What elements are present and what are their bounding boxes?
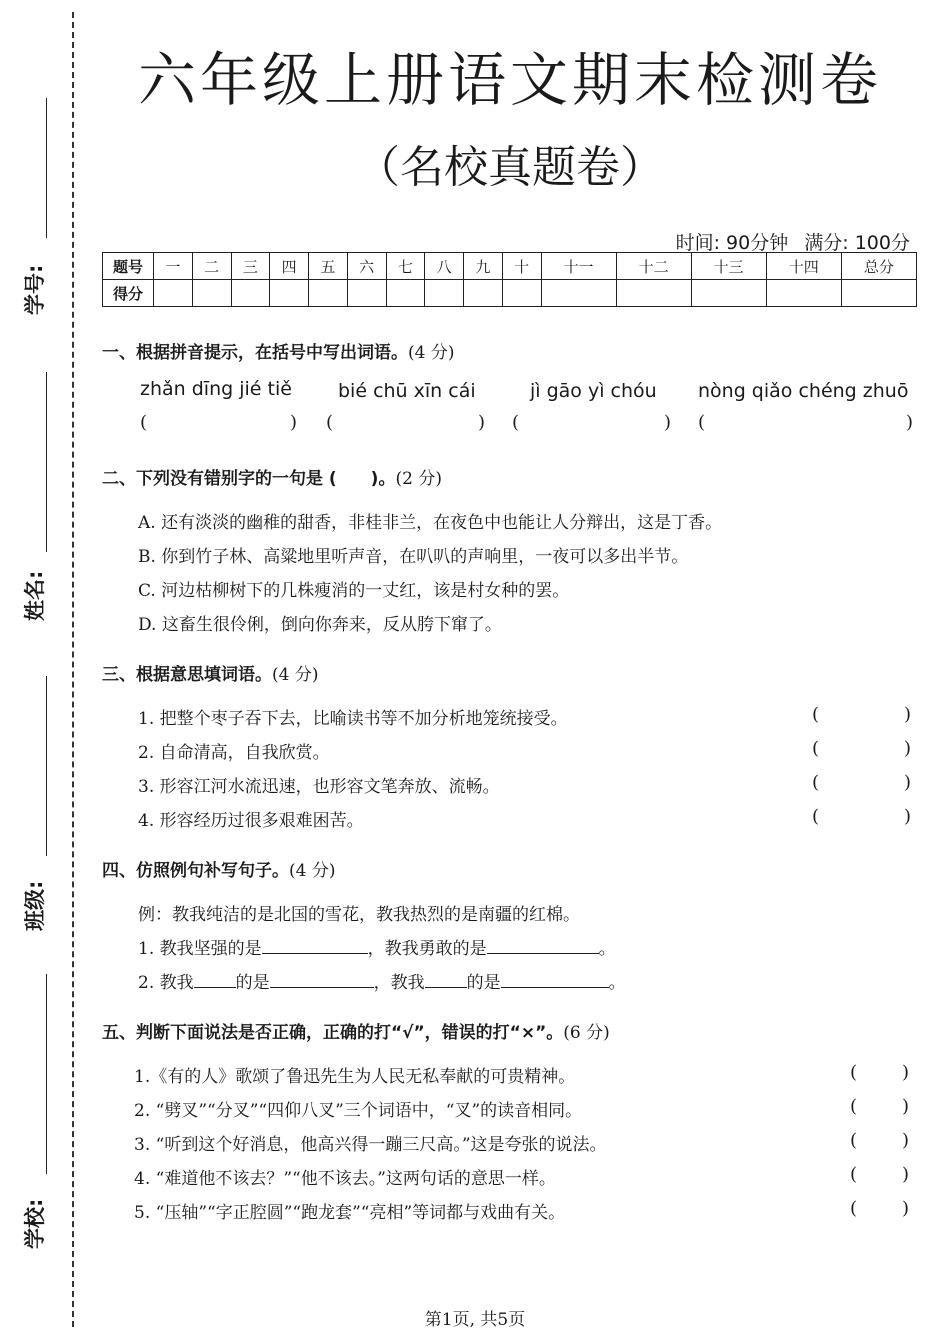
- judge-item-5: 5. “压轴”“字正腔圆”“跑龙套”“亮相”等词都与戏曲有关。: [134, 1203, 566, 1223]
- student-no-label: 学号:: [23, 264, 47, 315]
- answer-close-paren: ): [902, 1096, 910, 1117]
- answer-close-paren: ): [904, 772, 912, 793]
- score-col-label: 十四: [766, 253, 841, 280]
- score-col-label: 十三: [691, 253, 766, 280]
- section1-title: [102, 338, 454, 363]
- score-cell[interactable]: [541, 280, 616, 307]
- option-b: B. 你到竹子林、高粱地里听声音，在叭叭的声响里，一夜可以多出半节。: [138, 547, 689, 567]
- score-col-label: 十: [502, 253, 541, 280]
- score-cell[interactable]: [502, 280, 541, 307]
- imitation-1-part: 。: [598, 939, 616, 959]
- imitation-2-part: 2. 教我: [138, 973, 194, 993]
- exam-title: 六年级上册语文期末检测卷: [137, 46, 882, 114]
- section4-title: [102, 856, 335, 881]
- answer-open-paren: (: [812, 806, 820, 827]
- meaning-item-2: 2. 自命清高，自我欣赏。: [138, 743, 330, 763]
- score-cell[interactable]: [347, 280, 386, 307]
- example-sentence: 例：教我纯洁的是北国的雪花，教我热烈的是南疆的红棉。: [138, 905, 580, 925]
- answer-open-paren: (: [812, 772, 820, 793]
- imitation-2-part: ，教我: [373, 973, 425, 993]
- answer-open-paren: (: [812, 704, 820, 725]
- section1-title-text: 一、根据拼音提示，在括号中写出词语。: [102, 343, 408, 363]
- score-col-label: 十二: [616, 253, 691, 280]
- fill-blank[interactable]: [262, 937, 368, 954]
- section5-title-text: 五、判断下面说法是否正确，正确的打“√”，错误的打“×”。: [102, 1023, 564, 1043]
- fill-blank[interactable]: [425, 971, 467, 988]
- score-cell[interactable]: [616, 280, 691, 307]
- score-cell[interactable]: [464, 280, 503, 307]
- exam-meta: [666, 228, 910, 255]
- section4-title-text: 四、仿照例句补写句子。: [102, 861, 289, 881]
- score-col-label: 十一: [541, 253, 616, 280]
- judge-item-1: 1.《有的人》歌颂了鲁迅先生为人民无私奉献的可贵精神。: [134, 1067, 576, 1087]
- imitation-1-part: 1. 教我坚强的是: [138, 939, 262, 959]
- section3-title: [102, 660, 318, 685]
- score-cell[interactable]: [841, 280, 916, 307]
- pinyin-3: jì gāo yì chóu: [530, 380, 657, 402]
- imitation-line-1: [138, 934, 616, 959]
- section5-points: (6 分): [563, 1023, 610, 1043]
- answer-close-paren: ): [290, 412, 298, 433]
- answer-close-paren: ): [664, 412, 672, 433]
- fill-blank[interactable]: [194, 971, 236, 988]
- score-table: [102, 252, 917, 307]
- cut-line: [72, 12, 74, 1327]
- binding-margin: [0, 0, 80, 1344]
- fill-blank[interactable]: [501, 971, 609, 988]
- score-cell[interactable]: [231, 280, 270, 307]
- class-line: [46, 676, 47, 856]
- score-cell[interactable]: [766, 280, 841, 307]
- score-col-label: 总分: [841, 253, 916, 280]
- score-col-label: 五: [309, 253, 348, 280]
- answer-open-paren: (: [850, 1164, 858, 1185]
- school-line: [46, 974, 47, 1174]
- score-col-label: 一: [154, 253, 193, 280]
- judge-item-2: 2. “劈叉”“分叉”“四仰八叉”三个词语中，“叉”的读音相同。: [134, 1101, 583, 1121]
- student-no-line: [46, 98, 47, 238]
- answer-close-paren: ): [478, 412, 486, 433]
- class-label: 班级:: [23, 880, 47, 931]
- section1-points: (4 分): [408, 343, 455, 363]
- score-cell[interactable]: [192, 280, 231, 307]
- section3-title-text: 三、根据意思填词语。: [102, 665, 272, 685]
- school-label: 学校:: [23, 1198, 47, 1249]
- score-col-label: 二: [192, 253, 231, 280]
- judge-item-3: 3. “听到这个好消息，他高兴得一蹦三尺高。”这是夸张的说法。: [134, 1135, 607, 1155]
- exam-subtitle: （名校真题卷）: [356, 142, 664, 193]
- pinyin-1: zhǎn dīng jié tiě: [140, 378, 292, 400]
- option-c: C. 河边枯柳树下的几株瘦消的一丈红，该是村女种的罢。: [138, 581, 570, 601]
- imitation-2-part: 的是: [235, 973, 270, 993]
- score-col-label: 八: [425, 253, 464, 280]
- pinyin-2: bié chū xīn cái: [338, 380, 476, 402]
- imitation-2-part: 。: [608, 973, 626, 993]
- name-line: [46, 372, 47, 552]
- answer-open-paren: (: [850, 1198, 858, 1219]
- score-table-score-row: [103, 280, 917, 307]
- answer-close-paren: ): [904, 704, 912, 725]
- answer-open-paren: (: [512, 412, 520, 433]
- score-cell[interactable]: [425, 280, 464, 307]
- meaning-item-3: 3. 形容江河水流迅速，也形容文笔奔放、流畅。: [138, 777, 500, 797]
- answer-close-paren: ): [902, 1130, 910, 1151]
- score-table-row-label: 题号: [103, 253, 154, 280]
- section2-points: (2 分): [395, 469, 442, 489]
- score-col-label: 九: [464, 253, 503, 280]
- answer-close-paren: ): [904, 806, 912, 827]
- section3-points: (4 分): [272, 665, 319, 685]
- fill-blank[interactable]: [487, 937, 599, 954]
- answer-open-paren: (: [850, 1062, 858, 1083]
- score-cell[interactable]: [270, 280, 309, 307]
- section2-title: [102, 464, 442, 489]
- imitation-line-2: [138, 968, 626, 993]
- imitation-2-part: 的是: [466, 973, 501, 993]
- score-col-label: 三: [231, 253, 270, 280]
- score-table-row-label: 得分: [103, 280, 154, 307]
- answer-open-paren: (: [326, 412, 334, 433]
- answer-open-paren: (: [140, 412, 148, 433]
- answer-open-paren: (: [812, 738, 820, 759]
- name-label: 姓名:: [23, 570, 47, 621]
- answer-close-paren: ): [902, 1062, 910, 1083]
- exam-full-score: 满分: 100分: [804, 232, 910, 254]
- fill-blank[interactable]: [270, 971, 374, 988]
- page-number: 第1页, 共5页: [424, 1310, 526, 1330]
- score-cell[interactable]: [691, 280, 766, 307]
- score-col-label: 六: [347, 253, 386, 280]
- answer-open-paren: (: [850, 1130, 858, 1151]
- option-a: A. 还有淡淡的幽稚的甜香，非桂非兰，在夜色中也能让人分辩出，这是丁香。: [138, 513, 723, 533]
- score-cell[interactable]: [309, 280, 348, 307]
- score-cell[interactable]: [154, 280, 193, 307]
- exam-time: 时间: 90分钟: [675, 232, 789, 254]
- answer-close-paren: ): [904, 738, 912, 759]
- answer-open-paren: (: [698, 412, 706, 433]
- pinyin-4: nòng qiǎo chéng zhuō: [698, 380, 909, 402]
- answer-open-paren: (: [850, 1096, 858, 1117]
- option-d: D. 这畜生很伶俐，倒向你奔来，反从胯下窜了。: [138, 615, 502, 635]
- score-table-header-row: [103, 253, 917, 280]
- meaning-item-4: 4. 形容经历过很多艰难困苦。: [138, 811, 364, 831]
- score-cell[interactable]: [386, 280, 425, 307]
- section5-title: [102, 1018, 610, 1043]
- answer-close-paren: ): [902, 1164, 910, 1185]
- answer-close-paren: ): [906, 412, 914, 433]
- score-col-label: 七: [386, 253, 425, 280]
- section2-title-text: 二、下列没有错别字的一句是 ( )。: [102, 469, 396, 489]
- score-col-label: 四: [270, 253, 309, 280]
- judge-item-4: 4. “难道他不该去？”“他不该去。”这两句话的意思一样。: [134, 1169, 556, 1189]
- imitation-1-part: ，教我勇敢的是: [367, 939, 487, 959]
- meaning-item-1: 1. 把整个枣子吞下去，比喻读书等不加分析地笼统接受。: [138, 709, 568, 729]
- answer-close-paren: ): [902, 1198, 910, 1219]
- section4-points: (4 分): [289, 861, 336, 881]
